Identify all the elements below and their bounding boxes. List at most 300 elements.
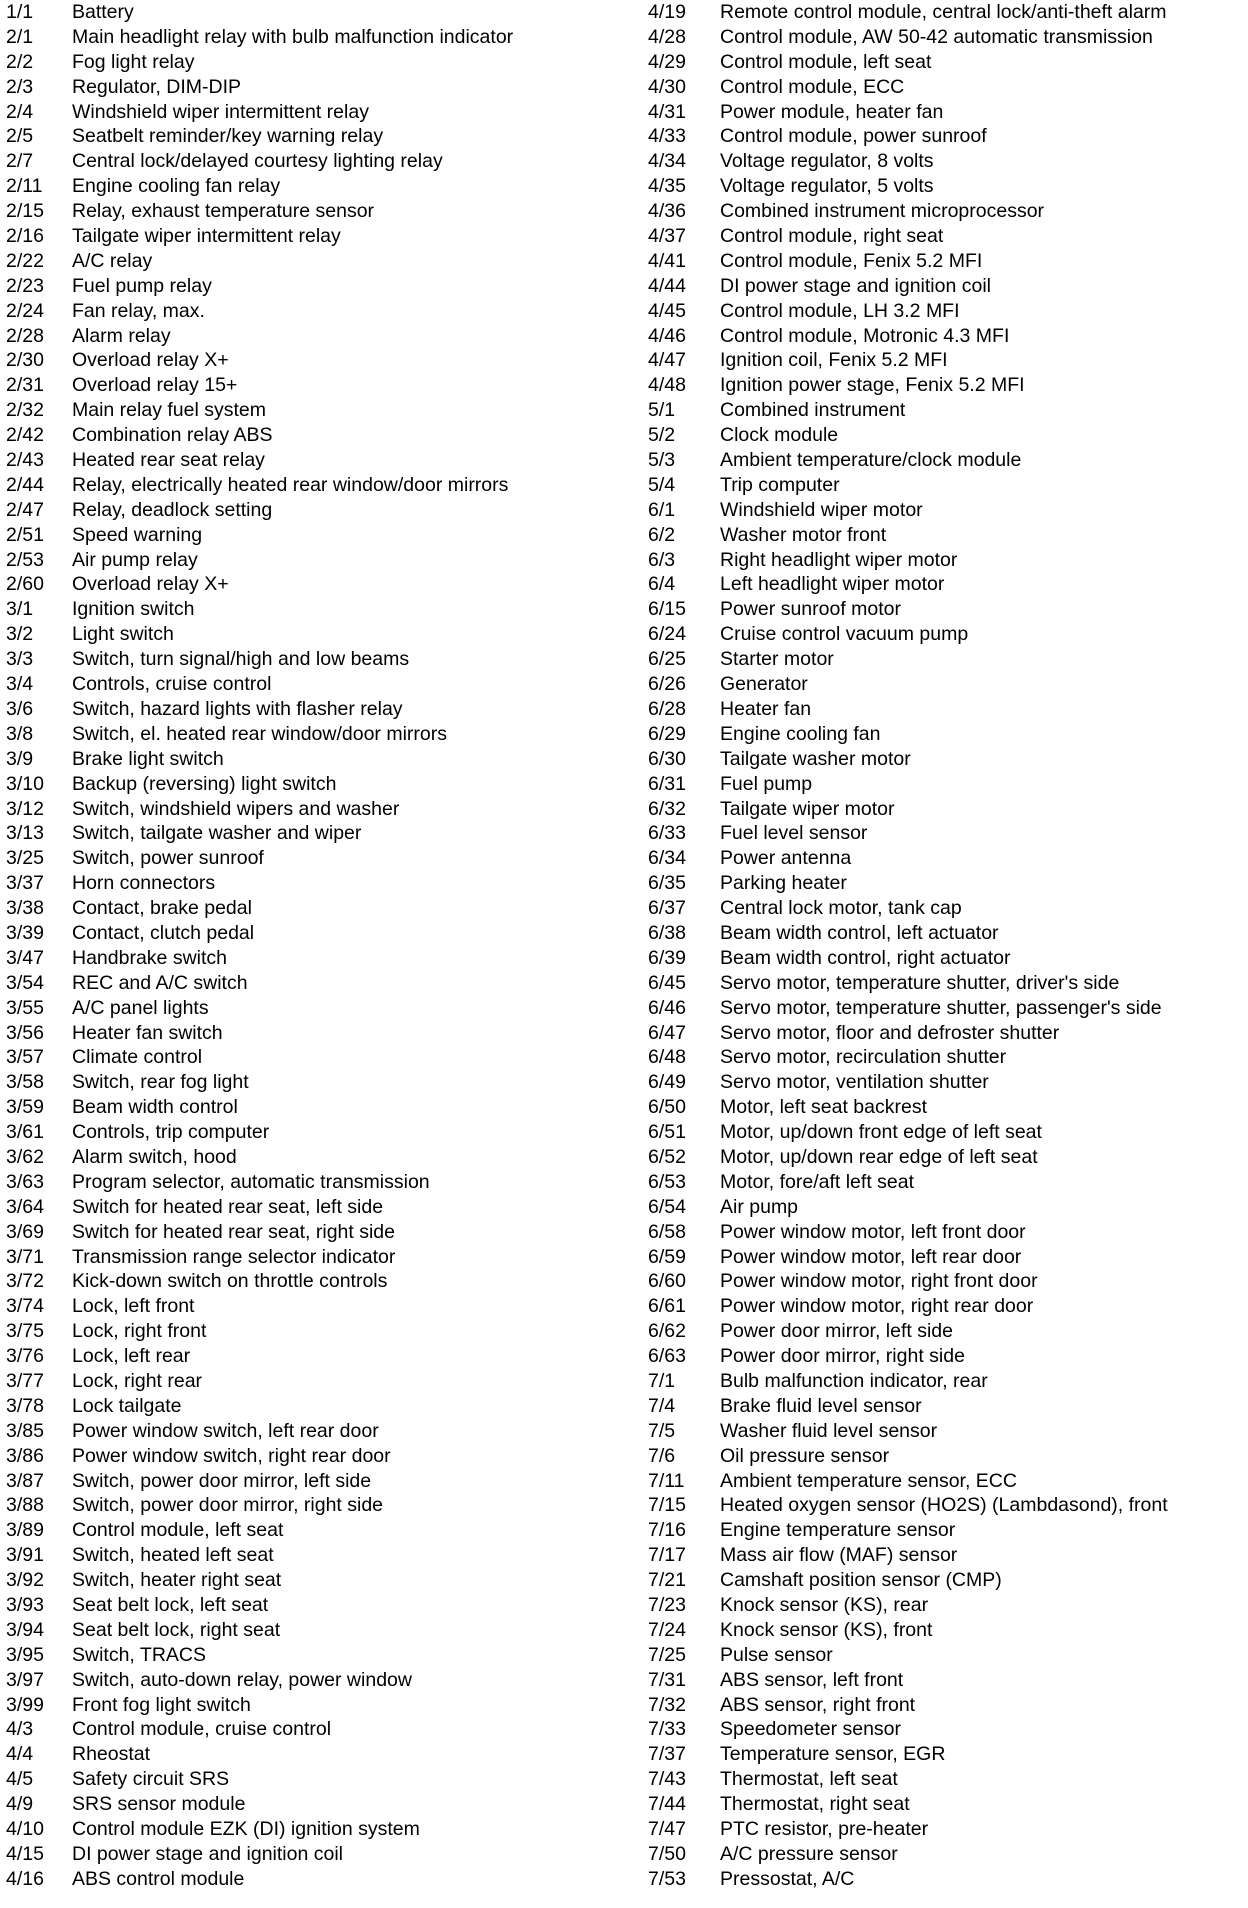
legend-row: [6, 100, 606, 125]
component-description: Control module, right seat: [720, 225, 944, 248]
component-code: 2/53: [6, 548, 44, 571]
component-description: Combination relay ABS: [72, 424, 273, 447]
component-code: 6/29: [648, 722, 686, 745]
component-code: 2/11: [6, 175, 43, 198]
component-code: 6/58: [648, 1220, 686, 1243]
legend-row: [6, 1419, 606, 1444]
component-code: 3/89: [6, 1519, 44, 1542]
component-description: Lock tailgate: [72, 1394, 182, 1417]
component-code: 6/31: [648, 772, 686, 795]
component-code: 2/16: [6, 225, 44, 248]
legend-row: [648, 473, 1246, 498]
component-code: 6/46: [648, 996, 686, 1019]
legend-row: [648, 797, 1246, 822]
legend-row: [6, 1792, 606, 1817]
component-code: 2/22: [6, 249, 44, 272]
component-description: Remote control module, central lock/anti-theft alarm: [720, 1, 1167, 23]
legend-row: [648, 1717, 1246, 1742]
component-description: Speed warning: [72, 523, 203, 546]
component-description: Tailgate wiper intermittent relay: [72, 225, 341, 248]
component-code: 4/33: [648, 125, 686, 148]
legend-row: [648, 1618, 1246, 1643]
legend-row: [6, 971, 606, 996]
legend-row: [6, 747, 606, 772]
component-description: Air pump: [720, 1195, 799, 1218]
component-code: 3/59: [6, 1096, 44, 1119]
component-description: Switch, rear fog light: [72, 1071, 249, 1094]
component-code: 6/37: [648, 897, 686, 920]
component-code: 3/9: [6, 747, 34, 770]
component-code: 3/76: [6, 1345, 44, 1368]
component-description: REC and A/C switch: [72, 971, 248, 994]
component-code: 6/53: [648, 1170, 686, 1193]
legend-row: [6, 1643, 606, 1668]
component-description: Main relay fuel system: [72, 399, 266, 422]
legend-row: [648, 921, 1246, 946]
legend-row: [6, 572, 606, 597]
component-description: Alarm relay: [72, 324, 171, 347]
component-description: Fuel level sensor: [720, 822, 868, 845]
legend-row: [648, 1294, 1246, 1319]
component-description: Heated rear seat relay: [72, 449, 265, 472]
component-description: Control module, Fenix 5.2 MFI: [720, 249, 983, 272]
component-description: Air pump relay: [72, 548, 198, 571]
legend-row: [6, 348, 606, 373]
legend-row: [648, 348, 1246, 373]
legend-row: [6, 50, 606, 75]
component-code: 4/9: [6, 1793, 34, 1816]
component-code: 6/49: [648, 1071, 686, 1094]
legend-row: [6, 1170, 606, 1195]
legend-row: [6, 149, 606, 174]
legend-row: [6, 1394, 606, 1419]
legend-row: [648, 1693, 1246, 1718]
component-description: Control module, power sunroof: [720, 125, 987, 148]
component-code: 2/23: [6, 274, 44, 297]
legend-row: [648, 622, 1246, 647]
legend-row: [6, 797, 606, 822]
component-code: 6/38: [648, 921, 686, 944]
component-description: Heater fan switch: [72, 1021, 223, 1044]
component-description: Control module, cruise control: [72, 1718, 332, 1741]
component-description: Control module, ECC: [720, 75, 905, 98]
component-code: 7/23: [648, 1594, 686, 1616]
component-description: Windshield wiper intermittent relay: [72, 100, 369, 123]
component-code: 3/37: [6, 872, 44, 895]
component-code: 5/4: [648, 473, 676, 496]
component-description: Generator: [720, 673, 808, 696]
legend-row: [6, 672, 606, 697]
component-code: 4/46: [648, 324, 686, 347]
component-code: 6/34: [648, 847, 686, 870]
legend-row: [6, 821, 606, 846]
component-description: Backup (reversing) light switch: [72, 772, 337, 795]
legend-row: [6, 1469, 606, 1494]
component-description: Tailgate washer motor: [720, 747, 911, 770]
legend-row: [648, 1344, 1246, 1369]
component-code: 3/57: [6, 1046, 44, 1069]
component-code: 3/99: [6, 1693, 44, 1716]
legend-row: [648, 149, 1246, 174]
component-description: Servo motor, ventilation shutter: [720, 1071, 989, 1094]
legend-row: [6, 896, 606, 921]
component-description: Regulator, DIM-DIP: [72, 75, 242, 98]
component-description: Handbrake switch: [72, 946, 227, 969]
legend-row: [648, 1817, 1246, 1842]
component-description: Switch, TRACS: [72, 1643, 207, 1666]
component-description: Power window switch, left rear door: [72, 1419, 379, 1442]
component-description: Power window motor, left rear door: [720, 1245, 1022, 1268]
component-code: 2/44: [6, 473, 44, 496]
legend-row: [648, 1145, 1246, 1170]
component-code: 3/74: [6, 1295, 44, 1318]
component-code: 3/25: [6, 847, 44, 870]
component-description: Servo motor, floor and defroster shutter: [720, 1021, 1060, 1044]
component-code: 6/61: [648, 1295, 686, 1318]
legend-row: [6, 1095, 606, 1120]
component-description: Main headlight relay with bulb malfunction indicator: [72, 25, 514, 48]
legend-row: [6, 1593, 606, 1618]
component-description: Power window motor, left front door: [720, 1220, 1026, 1243]
component-code: 7/32: [648, 1693, 686, 1716]
legend-row: [6, 1693, 606, 1718]
component-description: Motor, up/down front edge of left seat: [720, 1121, 1042, 1144]
component-description: Lock, right front: [72, 1320, 207, 1343]
legend-row: [648, 1269, 1246, 1294]
component-code: 3/64: [6, 1195, 44, 1218]
component-description: Relay, exhaust temperature sensor: [72, 200, 375, 223]
legend-row: [6, 1493, 606, 1518]
component-code: 1/1: [6, 1, 34, 23]
component-description: Switch, el. heated rear window/door mirrors: [72, 722, 447, 745]
component-code: 6/33: [648, 822, 686, 845]
component-description: ABS sensor, left front: [720, 1668, 904, 1691]
legend-row: [6, 772, 606, 797]
legend-row: [648, 1444, 1246, 1469]
legend-row: [6, 1767, 606, 1792]
component-description: Contact, clutch pedal: [72, 921, 255, 944]
legend-row: [648, 423, 1246, 448]
legend-row: [648, 1518, 1246, 1543]
component-description: Safety circuit SRS: [72, 1768, 230, 1791]
legend-row: [6, 1518, 606, 1543]
component-description: Program selector, automatic transmission: [72, 1170, 430, 1193]
legend-row: [648, 772, 1246, 797]
component-code: 5/2: [648, 424, 676, 447]
component-code: 7/50: [648, 1842, 686, 1865]
legend-row: [6, 299, 606, 324]
legend-row: [6, 996, 606, 1021]
component-code: 3/87: [6, 1469, 44, 1492]
component-code: 6/30: [648, 747, 686, 770]
component-code: 4/5: [6, 1768, 34, 1791]
component-description: Switch for heated rear seat, left side: [72, 1195, 384, 1218]
legend-row: [648, 896, 1246, 921]
legend-row: [6, 1070, 606, 1095]
component-description: Fog light relay: [72, 50, 195, 73]
component-description: Front fog light switch: [72, 1693, 251, 1716]
component-code: 3/38: [6, 897, 44, 920]
legend-row: [648, 647, 1246, 672]
legend-row: [6, 1245, 606, 1270]
legend-row: [6, 1369, 606, 1394]
component-code: 2/28: [6, 324, 44, 347]
component-code: 2/2: [6, 50, 34, 73]
legend-row: [648, 0, 1246, 25]
component-description: Left headlight wiper motor: [720, 573, 945, 596]
legend-row: [6, 398, 606, 423]
legend-row: [6, 0, 606, 25]
legend-row: [648, 1469, 1246, 1494]
component-code: 6/63: [648, 1345, 686, 1368]
legend-row: [648, 597, 1246, 622]
legend-row: [648, 1543, 1246, 1568]
component-code: 6/62: [648, 1320, 686, 1343]
legend-row: [648, 1767, 1246, 1792]
component-code: 3/91: [6, 1544, 44, 1567]
component-code: 2/4: [6, 100, 34, 123]
component-code: 3/72: [6, 1270, 44, 1293]
component-description: Control module EZK (DI) ignition system: [72, 1818, 420, 1841]
component-code: 6/25: [648, 648, 686, 671]
component-code: 6/26: [648, 673, 686, 696]
legend-row: [648, 821, 1246, 846]
component-code: 6/28: [648, 697, 686, 720]
legend-row: [6, 25, 606, 50]
component-code: 6/52: [648, 1145, 686, 1168]
legend-row: [6, 1294, 606, 1319]
legend-row: [648, 498, 1246, 523]
component-description: Seat belt lock, left seat: [72, 1594, 269, 1616]
legend-row: [648, 373, 1246, 398]
component-description: Heated oxygen sensor (HO2S) (Lambdasond), front: [720, 1494, 1168, 1517]
component-description: A/C pressure sensor: [720, 1842, 898, 1865]
legend-row: [6, 1842, 606, 1867]
component-code: 3/39: [6, 921, 44, 944]
component-description: A/C panel lights: [72, 996, 209, 1019]
legend-row: [6, 199, 606, 224]
legend-row: [6, 846, 606, 871]
component-code: 4/29: [648, 50, 686, 73]
component-description: Power window switch, right rear door: [72, 1444, 391, 1467]
legend-row: [648, 971, 1246, 996]
legend-row: [6, 1319, 606, 1344]
component-description: Pulse sensor: [720, 1643, 833, 1666]
component-description: Ambient temperature/clock module: [720, 449, 1022, 472]
component-description: Fuel pump: [720, 772, 813, 795]
component-code: 7/1: [648, 1369, 676, 1392]
legend-row: [6, 448, 606, 473]
component-code: 4/35: [648, 175, 686, 198]
legend-row: [648, 199, 1246, 224]
legend-row: [648, 1742, 1246, 1767]
component-description: Light switch: [72, 623, 174, 646]
component-code: 3/77: [6, 1369, 44, 1392]
component-description: Beam width control, right actuator: [720, 946, 1011, 969]
legend-row: [6, 224, 606, 249]
component-description: Fan relay, max.: [72, 299, 205, 322]
legend-row: [6, 373, 606, 398]
legend-row: [6, 1045, 606, 1070]
component-code: 6/50: [648, 1096, 686, 1119]
component-description: Mass air flow (MAF) sensor: [720, 1544, 958, 1567]
component-code: 6/59: [648, 1245, 686, 1268]
legend-row: [648, 846, 1246, 871]
component-code: 7/33: [648, 1718, 686, 1741]
legend-row: [648, 174, 1246, 199]
legend-row: [648, 672, 1246, 697]
component-description: Heater fan: [720, 697, 812, 720]
component-description: Engine cooling fan: [720, 722, 881, 745]
legend-row: [6, 622, 606, 647]
component-code: 3/54: [6, 971, 44, 994]
component-description: Power door mirror, left side: [720, 1320, 954, 1343]
component-code: 2/51: [6, 523, 44, 546]
component-code: 5/1: [648, 399, 676, 422]
component-code: 6/24: [648, 623, 686, 646]
legend-row: [6, 1543, 606, 1568]
component-code: 3/75: [6, 1320, 44, 1343]
component-code: 7/16: [648, 1519, 686, 1542]
component-description: Brake light switch: [72, 747, 224, 770]
component-code: 3/2: [6, 623, 34, 646]
component-description: Controls, trip computer: [72, 1121, 270, 1144]
legend-row: [6, 1120, 606, 1145]
legend-row: [648, 1867, 1246, 1892]
component-code: 7/15: [648, 1494, 686, 1517]
legend-row: [6, 548, 606, 573]
legend-row: [648, 1643, 1246, 1668]
component-description: Control module, Motronic 4.3 MFI: [720, 324, 1010, 347]
legend-row: [648, 548, 1246, 573]
component-code: 4/34: [648, 150, 686, 173]
component-code: 3/58: [6, 1071, 44, 1094]
component-code: 6/1: [648, 498, 676, 521]
component-code: 2/30: [6, 349, 44, 372]
component-description: Thermostat, right seat: [720, 1793, 910, 1816]
component-description: Battery: [72, 1, 134, 23]
legend-row: [6, 523, 606, 548]
component-description: PTC resistor, pre-heater: [720, 1818, 929, 1841]
legend-row: [6, 1717, 606, 1742]
legend-row: [6, 1021, 606, 1046]
component-description: Seat belt lock, right seat: [72, 1618, 281, 1641]
component-description: Trip computer: [720, 473, 840, 496]
legend-row: [6, 249, 606, 274]
component-description: Lock, right rear: [72, 1369, 203, 1392]
component-description: DI power stage and ignition coil: [720, 274, 991, 297]
legend-row: [648, 747, 1246, 772]
component-description: Power module, heater fan: [720, 100, 944, 123]
component-description: Motor, left seat backrest: [720, 1096, 928, 1119]
component-description: Switch, heated left seat: [72, 1544, 274, 1567]
legend-row: [648, 523, 1246, 548]
component-code: 2/32: [6, 399, 44, 422]
legend-row: [648, 996, 1246, 1021]
legend-row: [648, 1070, 1246, 1095]
legend-row: [648, 1369, 1246, 1394]
legend-row: [648, 1419, 1246, 1444]
component-code: 3/93: [6, 1594, 44, 1616]
component-description: Servo motor, recirculation shutter: [720, 1046, 1007, 1069]
component-code: 4/45: [648, 299, 686, 322]
legend-row: [6, 1742, 606, 1767]
component-description: Voltage regulator, 8 volts: [720, 150, 934, 173]
component-description: Engine cooling fan relay: [72, 175, 281, 198]
component-description: Ignition switch: [72, 598, 195, 621]
component-code: 2/3: [6, 75, 34, 98]
component-description: Voltage regulator, 5 volts: [720, 175, 934, 198]
component-code: 3/62: [6, 1145, 44, 1168]
legend-row: [648, 1792, 1246, 1817]
legend-row: [648, 50, 1246, 75]
component-description: Clock module: [720, 424, 839, 447]
component-code: 4/28: [648, 25, 686, 48]
legend-row: [6, 174, 606, 199]
legend-row: [6, 1145, 606, 1170]
legend-row: [648, 398, 1246, 423]
component-code: 4/37: [648, 225, 686, 248]
component-code: 2/7: [6, 150, 34, 173]
component-description: Switch, heater right seat: [72, 1569, 282, 1592]
legend-column-right: [648, 0, 1246, 1892]
component-description: Brake fluid level sensor: [720, 1394, 922, 1417]
component-code: 7/4: [648, 1394, 676, 1417]
component-description: Transmission range selector indicator: [72, 1245, 396, 1268]
legend-row: [6, 1220, 606, 1245]
component-code: 3/61: [6, 1121, 44, 1144]
component-description: SRS sensor module: [72, 1793, 246, 1816]
component-code: 4/3: [6, 1718, 34, 1741]
component-description: Switch, hazard lights with flasher relay: [72, 697, 403, 720]
component-code: 6/35: [648, 872, 686, 895]
component-description: Motor, fore/aft left seat: [720, 1170, 915, 1193]
component-code: 3/86: [6, 1444, 44, 1467]
legend-row: [6, 722, 606, 747]
component-code: 6/54: [648, 1195, 686, 1218]
component-description: Oil pressure sensor: [720, 1444, 890, 1467]
legend-row: [648, 249, 1246, 274]
legend-row: [648, 224, 1246, 249]
legend-row: [648, 572, 1246, 597]
legend-row: [648, 1668, 1246, 1693]
component-description: A/C relay: [72, 249, 153, 272]
component-code: 3/97: [6, 1668, 44, 1691]
component-description: Switch, windshield wipers and washer: [72, 797, 400, 820]
component-code: 3/6: [6, 697, 34, 720]
legend-row: [648, 1220, 1246, 1245]
legend-row: [648, 448, 1246, 473]
component-description: Combined instrument microprocessor: [720, 200, 1045, 223]
component-code: 3/13: [6, 822, 44, 845]
component-description: Washer fluid level sensor: [720, 1419, 938, 1442]
component-code: 6/15: [648, 598, 686, 621]
component-code: 3/94: [6, 1618, 44, 1641]
component-code: 3/63: [6, 1170, 44, 1193]
component-description: Relay, deadlock setting: [72, 498, 273, 521]
legend-row: [6, 1444, 606, 1469]
component-code: 4/15: [6, 1842, 44, 1865]
component-description: Kick-down switch on throttle controls: [72, 1270, 388, 1293]
component-description: Lock, left rear: [72, 1345, 191, 1368]
component-code: 7/11: [648, 1469, 685, 1492]
component-code: 4/44: [648, 274, 686, 297]
legend-row: [6, 1668, 606, 1693]
component-code: 3/92: [6, 1569, 44, 1592]
component-description: Windshield wiper motor: [720, 498, 923, 521]
component-description: Knock sensor (KS), rear: [720, 1594, 929, 1616]
component-code: 3/78: [6, 1394, 44, 1417]
